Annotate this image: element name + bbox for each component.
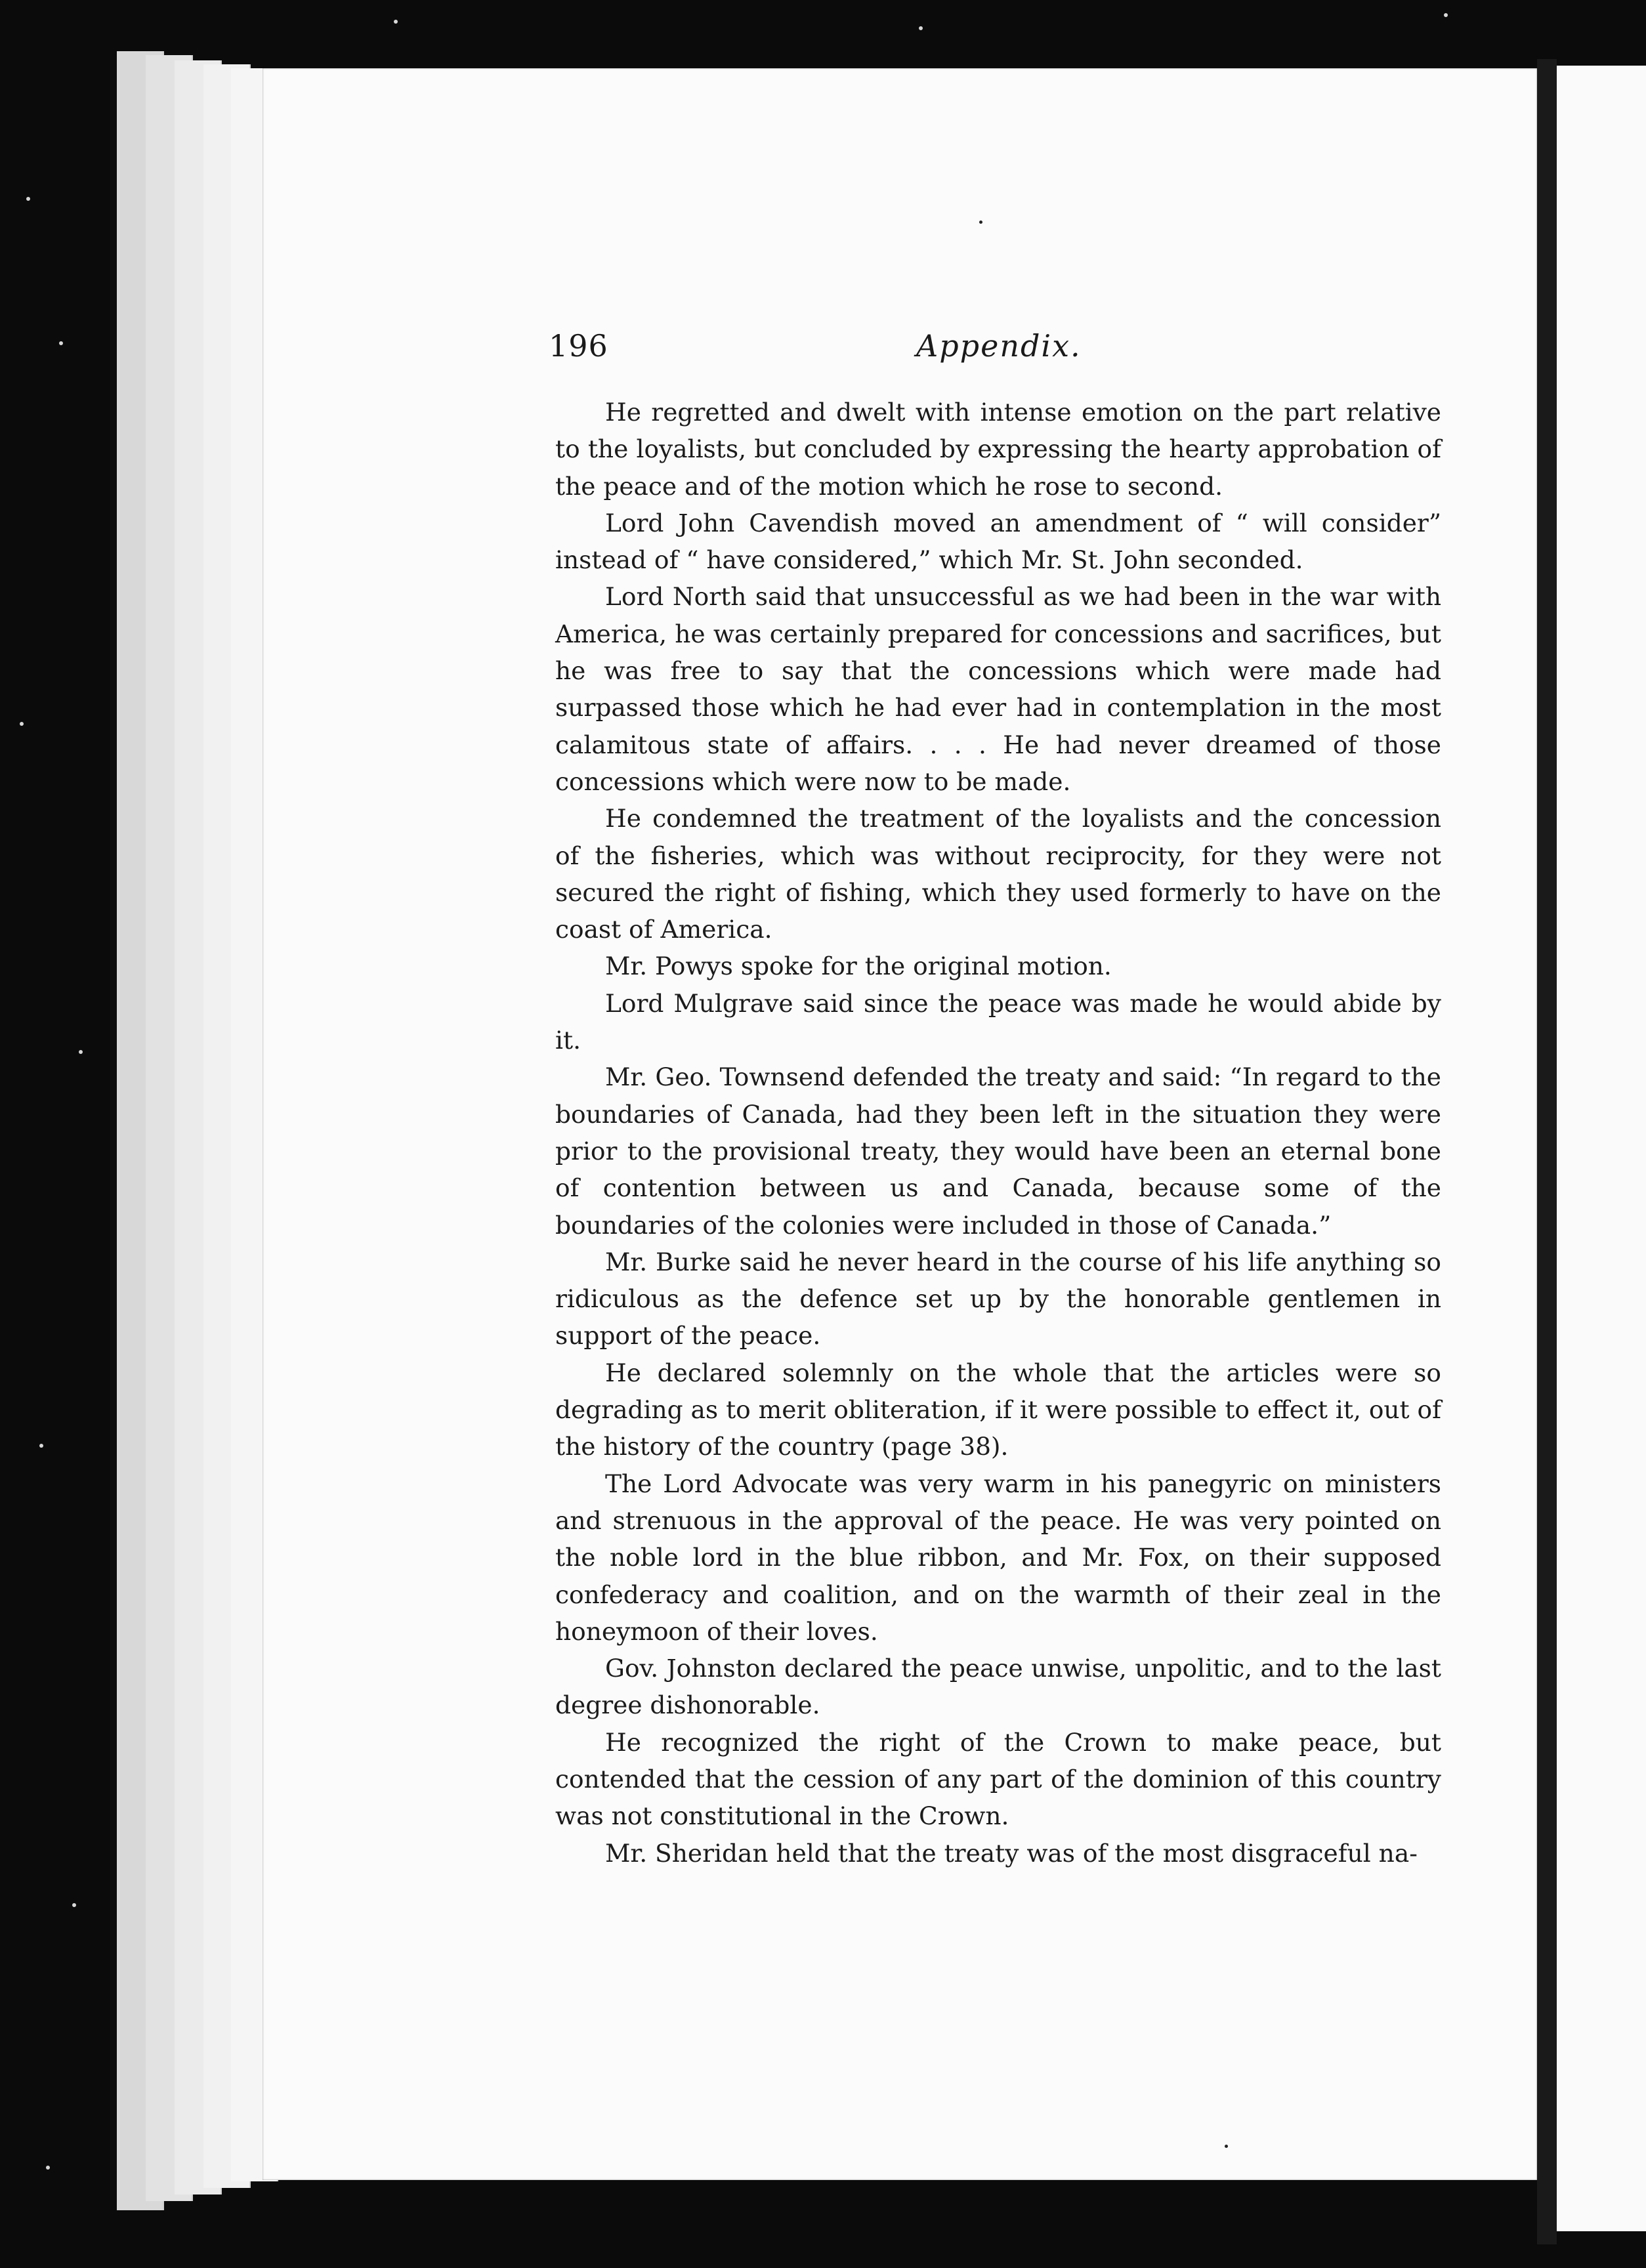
print-mark [979,220,982,224]
paragraph: Lord John Cavendish moved an amendment of “ will consider” instead of “ have considered,” which Mr. St. John seconded. [555,508,1441,575]
paragraph: Mr. Geo. Townsend defended the treaty and said: “In regard to the boundaries of Canada, had they been left in the situation they were prior to the provisional treaty, they would have been an eternal bone of contention between us and Canada, because some of the boundaries of the colonies were included in those of Canada.” [555,1062,1441,1240]
dust-speck [1444,13,1448,17]
print-mark [1225,2145,1228,2148]
dust-speck [26,197,30,201]
dust-speck [46,2166,50,2170]
running-head-title: Appendix. [916,328,1082,364]
dust-speck [59,341,63,345]
paragraph: Lord Mulgrave said since the peace was made he would abide by it. [555,988,1441,1055]
dust-speck [72,1903,76,1907]
paragraph: Mr. Burke said he never heard in the course of his life anything so ridiculous as the defence set up by the honorable gentlemen in support of the peace. [555,1247,1441,1351]
dust-speck [79,1050,83,1054]
paragraph: Mr. Powys spoke for the original motion. [605,952,1112,981]
paragraph: He declared solemnly on the whole that the articles were so degrading as to merit obliteration, if it were possible to effect it, out of the history of the country (page 38). [555,1358,1441,1461]
paragraph: Mr. Sheridan held that the treaty was of the most disgraceful na- [605,1838,1418,1868]
paragraph: He condemned the treatment of the loyalists and the concession of the fisheries, which was without reciprocity, for they were not secured the right of fishing, which they used formerly to have on the coast of America. [555,804,1441,944]
paragraph: Gov. Johnston declared the peace unwise, unpolitic, and to the last degree dishonorable. [555,1654,1441,1720]
paragraph: He regretted and dwelt with intense emotion on the part relative to the loyalists, but concluded by expressing the hearty approbation of the peace and of the motion which he rose to second. [555,398,1441,501]
book-gutter [1537,59,1557,2244]
paragraph: The Lord Advocate was very warm in his panegyric on ministers and strenuous in the approval of the peace. He was very pointed on the noble lord in the blue ribbon, and Mr. Fox, on their supposed confederacy and coalition, and on the warmth of their zeal in the honeymoon of their loves. [555,1469,1441,1646]
dust-speck [394,20,398,24]
paragraph: He recognized the right of the Crown to make peace, but contended that the cession of any part of the dominion of this country was not constitutional in the Crown. [555,1727,1441,1831]
page-number: 196 [549,328,608,364]
dust-speck [919,26,923,30]
dust-speck [39,1444,43,1448]
body-text [555,394,1441,1872]
paragraph: Lord North said that unsuccessful as we had been in the war with America, he was certainly prepared for concessions and sacrifices, but he was free to say that the concessions which were made had surpassed those which he had ever had in contemplation in the most calamitous state of affairs. . . . He had never dreamed of those concessions which were now to be made. [555,582,1441,796]
facing-page-edge [1557,66,1646,2231]
running-head [549,328,1441,374]
dust-speck [20,722,24,726]
